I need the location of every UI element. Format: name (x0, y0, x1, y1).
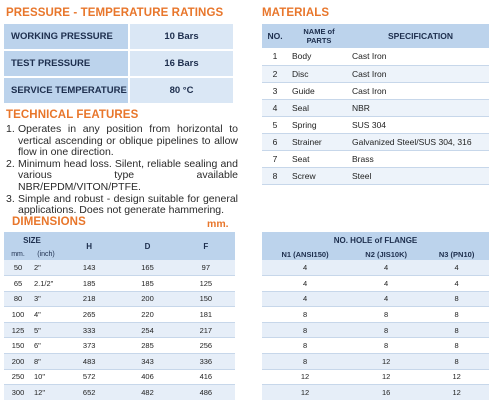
dimensions-heading: DIMENSIONS (12, 216, 86, 228)
size-mm: 50 (4, 260, 32, 276)
pressure-row (4, 24, 233, 49)
materials-row (262, 133, 489, 150)
size-inch: 5" (32, 322, 60, 338)
dimensions-row (4, 369, 235, 385)
pressure-table (4, 24, 233, 105)
holes-n3: 8 (424, 322, 489, 338)
dim-d: 406 (118, 369, 176, 385)
dim-f: 181 (177, 307, 235, 323)
dimensions-row (4, 385, 235, 400)
size-mm: 100 (4, 307, 32, 323)
pressure-value: 10 Bars (130, 24, 233, 49)
feature-text: Simple and robust - design suitable for general applications. Does not generate hammering. (18, 192, 238, 217)
holes-n1: 12 (262, 369, 348, 385)
dimensions-table (4, 232, 235, 400)
flange-row (262, 338, 489, 354)
part-spec: Cast Iron (348, 82, 489, 99)
part-name: Guide (288, 82, 348, 99)
holes-n1: 12 (262, 385, 348, 400)
materials-row (262, 150, 489, 167)
dim-h: 218 (60, 291, 118, 307)
features-list (6, 124, 238, 217)
dim-f: 125 (177, 276, 235, 292)
feature-item (6, 124, 238, 159)
materials-row (262, 167, 489, 184)
part-spec: NBR (348, 99, 489, 116)
holes-n1: 8 (262, 354, 348, 370)
header-name: NAME of PARTS (288, 24, 348, 48)
header-inch: (inch) (32, 248, 60, 260)
pressure-heading: PRESSURE - TEMPERATURE RATINGS (6, 7, 224, 19)
part-no: 4 (262, 99, 288, 116)
flange-table (262, 232, 489, 400)
dim-f: 336 (177, 354, 235, 370)
flange-row (262, 276, 489, 292)
feature-number: 3. (6, 192, 15, 205)
dimensions-row (4, 338, 235, 354)
header-n3: N3 (PN10) (424, 248, 489, 260)
dimensions-row (4, 307, 235, 323)
dim-h: 572 (60, 369, 118, 385)
feature-item (6, 194, 238, 217)
feature-text: Minimum head loss. Silent, reliable sealing and various type available NBR/EPDM/VITON/PTFE. (18, 157, 238, 193)
feature-number: 1. (6, 123, 15, 135)
dimensions-row (4, 354, 235, 370)
materials-row (262, 65, 489, 82)
holes-n1: 4 (262, 260, 348, 276)
dim-h: 185 (60, 276, 118, 292)
flange-header-row (262, 248, 489, 260)
part-spec: Cast Iron (348, 65, 489, 82)
dim-h: 265 (60, 307, 118, 323)
holes-n2: 12 (348, 369, 424, 385)
holes-n3: 8 (424, 354, 489, 370)
flange-row (262, 385, 489, 400)
size-inch: 12" (32, 385, 60, 400)
dim-h: 333 (60, 322, 118, 338)
part-name: Screw (288, 167, 348, 184)
dim-d: 200 (118, 291, 176, 307)
holes-n2: 12 (348, 354, 424, 370)
size-inch: 6" (32, 338, 60, 354)
part-no: 8 (262, 167, 288, 184)
dimensions-row (4, 322, 235, 338)
dim-d: 343 (118, 354, 176, 370)
header-n1: N1 (ANSI150) (262, 248, 348, 260)
holes-n3: 12 (424, 369, 489, 385)
flange-row (262, 369, 489, 385)
size-inch: 2.1/2" (32, 276, 60, 292)
dim-d: 220 (118, 307, 176, 323)
pressure-row (4, 78, 233, 103)
part-name: Body (288, 48, 348, 65)
part-spec: Brass (348, 150, 489, 167)
holes-n3: 8 (424, 307, 489, 323)
size-mm: 300 (4, 385, 32, 400)
materials-row (262, 116, 489, 133)
holes-n3: 8 (424, 338, 489, 354)
part-no: 3 (262, 82, 288, 99)
part-spec: Steel (348, 167, 489, 184)
size-mm: 65 (4, 276, 32, 292)
holes-n2: 8 (348, 338, 424, 354)
header-f: F (177, 232, 235, 260)
holes-n3: 8 (424, 291, 489, 307)
size-mm: 150 (4, 338, 32, 354)
flange-title-row (262, 232, 489, 248)
dim-d: 185 (118, 276, 176, 292)
dim-f: 217 (177, 322, 235, 338)
flange-row (262, 291, 489, 307)
dimensions-row (4, 291, 235, 307)
dimensions-header-row (4, 232, 235, 248)
materials-row (262, 82, 489, 99)
pressure-row (4, 51, 233, 76)
holes-n2: 4 (348, 276, 424, 292)
dim-h: 143 (60, 260, 118, 276)
size-mm: 200 (4, 354, 32, 370)
part-no: 6 (262, 133, 288, 150)
dim-d: 165 (118, 260, 176, 276)
materials-header-row (262, 24, 489, 48)
dim-h: 483 (60, 354, 118, 370)
dim-f: 150 (177, 291, 235, 307)
size-mm: 80 (4, 291, 32, 307)
size-inch: 10" (32, 369, 60, 385)
part-name: Seat (288, 150, 348, 167)
materials-heading: MATERIALS (262, 7, 330, 19)
part-spec: SUS 304 (348, 116, 489, 133)
materials-table (262, 24, 489, 185)
pressure-label: WORKING PRESSURE (4, 24, 128, 49)
holes-n1: 4 (262, 291, 348, 307)
holes-n3: 4 (424, 276, 489, 292)
part-name: Disc (288, 65, 348, 82)
dim-d: 254 (118, 322, 176, 338)
holes-n1: 4 (262, 276, 348, 292)
size-inch: 3" (32, 291, 60, 307)
dimensions-unit: mm. (207, 218, 229, 230)
feature-item (6, 159, 238, 194)
dimensions-row (4, 276, 235, 292)
holes-n1: 8 (262, 322, 348, 338)
header-n2: N2 (JIS10K) (348, 248, 424, 260)
part-no: 1 (262, 48, 288, 65)
size-inch: 4" (32, 307, 60, 323)
flange-title: NO. HOLE of FLANGE (262, 232, 489, 248)
header-d: D (118, 232, 176, 260)
feature-text: Operates in any position from horizontal to vertical ascending or oblique pipelines to allow flow in one direction. (18, 123, 238, 159)
size-mm: 125 (4, 322, 32, 338)
pressure-value: 80 °C (130, 78, 233, 103)
pressure-value: 16 Bars (130, 51, 233, 76)
dim-d: 482 (118, 385, 176, 400)
dim-h: 652 (60, 385, 118, 400)
dim-f: 256 (177, 338, 235, 354)
holes-n2: 8 (348, 322, 424, 338)
header-mm: mm. (4, 248, 32, 260)
holes-n2: 4 (348, 260, 424, 276)
holes-n2: 16 (348, 385, 424, 400)
dim-f: 416 (177, 369, 235, 385)
dim-f: 97 (177, 260, 235, 276)
part-no: 7 (262, 150, 288, 167)
flange-row (262, 260, 489, 276)
holes-n3: 12 (424, 385, 489, 400)
dimensions-row (4, 260, 235, 276)
dim-f: 486 (177, 385, 235, 400)
materials-row (262, 48, 489, 65)
part-spec: Galvanized Steel/SUS 304, 316 (348, 133, 489, 150)
holes-n1: 8 (262, 338, 348, 354)
size-inch: 8" (32, 354, 60, 370)
part-no: 5 (262, 116, 288, 133)
header-spec: SPECIFICATION (348, 24, 489, 48)
flange-row (262, 354, 489, 370)
part-no: 2 (262, 65, 288, 82)
header-no: NO. (262, 24, 288, 48)
holes-n3: 4 (424, 260, 489, 276)
pressure-label: SERVICE TEMPERATURE (4, 78, 128, 103)
part-spec: Cast Iron (348, 48, 489, 65)
holes-n2: 8 (348, 307, 424, 323)
pressure-label: TEST PRESSURE (4, 51, 128, 76)
size-inch: 2" (32, 260, 60, 276)
materials-row (262, 99, 489, 116)
dim-h: 373 (60, 338, 118, 354)
holes-n1: 8 (262, 307, 348, 323)
size-mm: 250 (4, 369, 32, 385)
part-name: Seal (288, 99, 348, 116)
header-h: H (60, 232, 118, 260)
header-size: SIZE (4, 232, 60, 248)
flange-row (262, 307, 489, 323)
feature-number: 2. (6, 157, 15, 170)
features-heading: TECHNICAL FEATURES (6, 109, 139, 121)
dim-d: 285 (118, 338, 176, 354)
part-name: Strainer (288, 133, 348, 150)
part-name: Spring (288, 116, 348, 133)
flange-row (262, 322, 489, 338)
holes-n2: 4 (348, 291, 424, 307)
